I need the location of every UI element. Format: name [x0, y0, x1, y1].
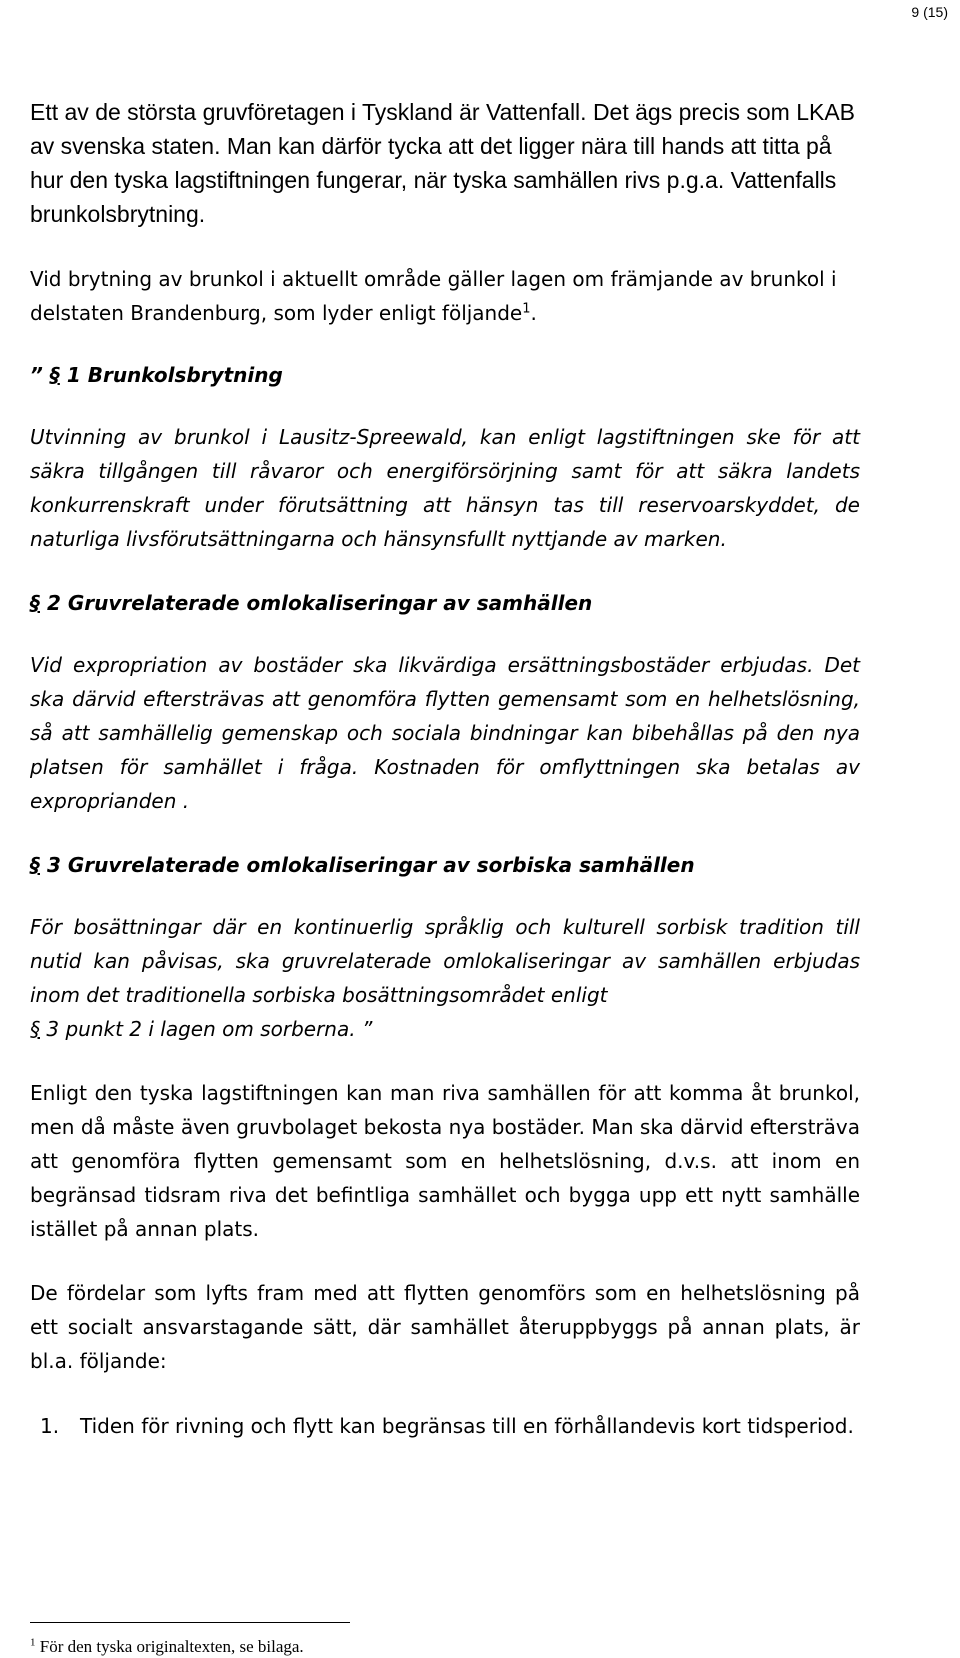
- footnote: [30, 1636, 304, 1658]
- section-symbol: §: [30, 1017, 40, 1041]
- list-item-text: Tiden för rivning och flytt kan begränsas till en förhållandevis kort tidsperiod.: [80, 1414, 854, 1438]
- section-symbol: §: [49, 363, 60, 387]
- opening-quote: ”: [30, 363, 43, 387]
- section-3-body: För bosättningar där en kontinuerlig språklig och kulturell sorbisk tradition till nutid kan påvisas, ska gruvrelaterade omlokaliseringar av samhällen erbjudas inom det traditionella sorbiska bosättningsområdet enligt: [30, 915, 860, 1007]
- section-3-reference: 3 punkt 2 i lagen om sorberna.: [46, 1017, 356, 1041]
- commentary-paragraph: Enligt den tyska lagstiftningen kan man riva samhällen för att komma åt brunkol, men då måste även gruvbolaget bekosta nya bostäder. Man ska därvid eftersträva att genomföra flytten gemensamt som en helhetslösning, d.v.s. att inom en begränsad tidsram riva det befintliga samhället och bygga upp ett nytt samhälle istället på annan plats.: [30, 1081, 860, 1241]
- section-1-title: 1 Brunkolsbrytning: [66, 363, 283, 387]
- benefits-paragraph: De fördelar som lyfts fram med att flytten genomförs som en helhetslösning på ett socialt ansvarstagande sätt, där samhället återuppbyggs på annan plats, är bl.a. följande:: [30, 1281, 860, 1373]
- intro-paragraph: Ett av de största gruvföretagen i Tyskland är Vattenfall. Det ägs precis som LKAB av svenska staten. Man kan därför tycka att det ligger nära till hands att titta på hur den tyska lagstiftningen fungerar, när tyska samhällen rivs p.g.a. Vattenfalls brunkolsbrytning.: [30, 99, 856, 227]
- section-2-title: 2 Gruvrelaterade omlokaliseringar av samhällen: [46, 591, 593, 615]
- law-intro-paragraph: [30, 262, 860, 330]
- footnote-reference[interactable]: 1: [522, 301, 531, 317]
- benefits-list: [30, 1409, 860, 1443]
- section-3-heading: [30, 848, 860, 882]
- section-3-title: 3 Gruvrelaterade omlokaliseringar av sorbiska samhällen: [46, 853, 695, 877]
- footnote-marker: 1: [30, 1636, 36, 1649]
- law-intro-text: Vid brytning av brunkol i aktuellt område gäller lagen om främjande av brunkol i delstaten Brandenburg, som lyder enligt följande: [30, 267, 837, 325]
- page-number: 9 (15): [911, 4, 948, 20]
- law-intro-end: .: [530, 301, 537, 325]
- closing-quote: ”: [361, 1017, 373, 1041]
- footnote-text: För den tyska originaltexten, se bilaga.: [39, 1637, 304, 1656]
- section-symbol: §: [30, 853, 40, 877]
- section-3-text: [30, 910, 860, 1046]
- section-1-text: Utvinning av brunkol i Lausitz-Spreewald, kan enligt lagstiftningen ske för att säkra tillgången till råvaror och energiförsörjning samt för att säkra landets konkurrenskraft under förutsättning att hänsyn tas till reservoarskyddet, de naturliga livsförutsättningarna och hänsynsfullt nyttjande av marken.: [30, 425, 860, 551]
- section-2-text: Vid expropriation av bostäder ska likvärdiga ersättningsbostäder erbjudas. Det ska därvid eftersträvas att genomföra flytten gemensamt som en helhetslösning, så att samhällelig gemenskap och sociala bindningar kan bibehållas på den nya platsen för samhället i fråga. Kostnaden för omflyttningen ska betalas av exproprianden .: [30, 653, 860, 813]
- footnote-separator: [30, 1622, 350, 1623]
- document-body: [30, 95, 860, 1656]
- list-item: [30, 1409, 860, 1443]
- section-symbol: §: [30, 591, 40, 615]
- section-2-heading: [30, 586, 860, 620]
- section-1-heading: [30, 358, 860, 392]
- list-item-number: 1.: [40, 1414, 60, 1438]
